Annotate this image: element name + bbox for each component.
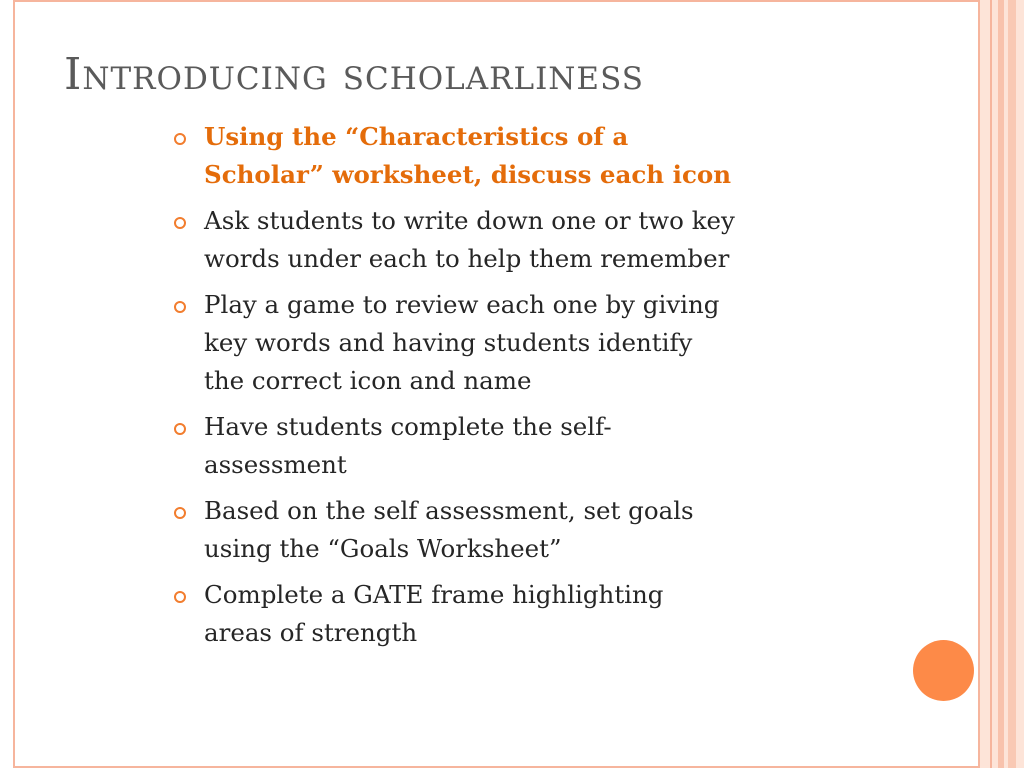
- bullet-text: Ask students to write down one or two key words under each to help them remember: [204, 206, 735, 273]
- decorative-stripes: [980, 0, 1024, 768]
- bullet-list: [174, 118, 854, 660]
- bullet-circle-icon: [174, 507, 186, 519]
- bullet-circle-icon: [174, 301, 186, 313]
- bullet-text: Have students complete the self- assessment: [204, 412, 612, 479]
- bullet-item: [174, 576, 854, 652]
- bullet-circle-icon: [174, 591, 186, 603]
- bullet-circle-icon: [174, 133, 186, 145]
- bullet-text: Using the “Characteristics of a Scholar” worksheet, discuss each icon: [204, 122, 732, 189]
- stripe: [980, 0, 990, 768]
- bullet-circle-icon: [174, 423, 186, 435]
- bullet-item: [174, 118, 854, 194]
- bullet-item: [174, 286, 854, 400]
- orange-circle-icon: [913, 640, 974, 701]
- frame-top-border: [13, 0, 980, 2]
- bullet-text: Play a game to review each one by giving key words and having students identify the correct icon and name: [204, 290, 720, 395]
- bullet-circle-icon: [174, 217, 186, 229]
- stripe: [1016, 0, 1024, 768]
- frame-left-border: [13, 0, 15, 768]
- bullet-item: [174, 408, 854, 484]
- bullet-text: Based on the self assessment, set goals using the “Goals Worksheet”: [204, 496, 694, 563]
- bullet-item: [174, 492, 854, 568]
- slide-title: Introducing scholarliness: [64, 49, 644, 100]
- bullet-item: [174, 202, 854, 278]
- bullet-text: Complete a GATE frame highlighting areas of strength: [204, 580, 664, 647]
- stripe: [1008, 0, 1016, 768]
